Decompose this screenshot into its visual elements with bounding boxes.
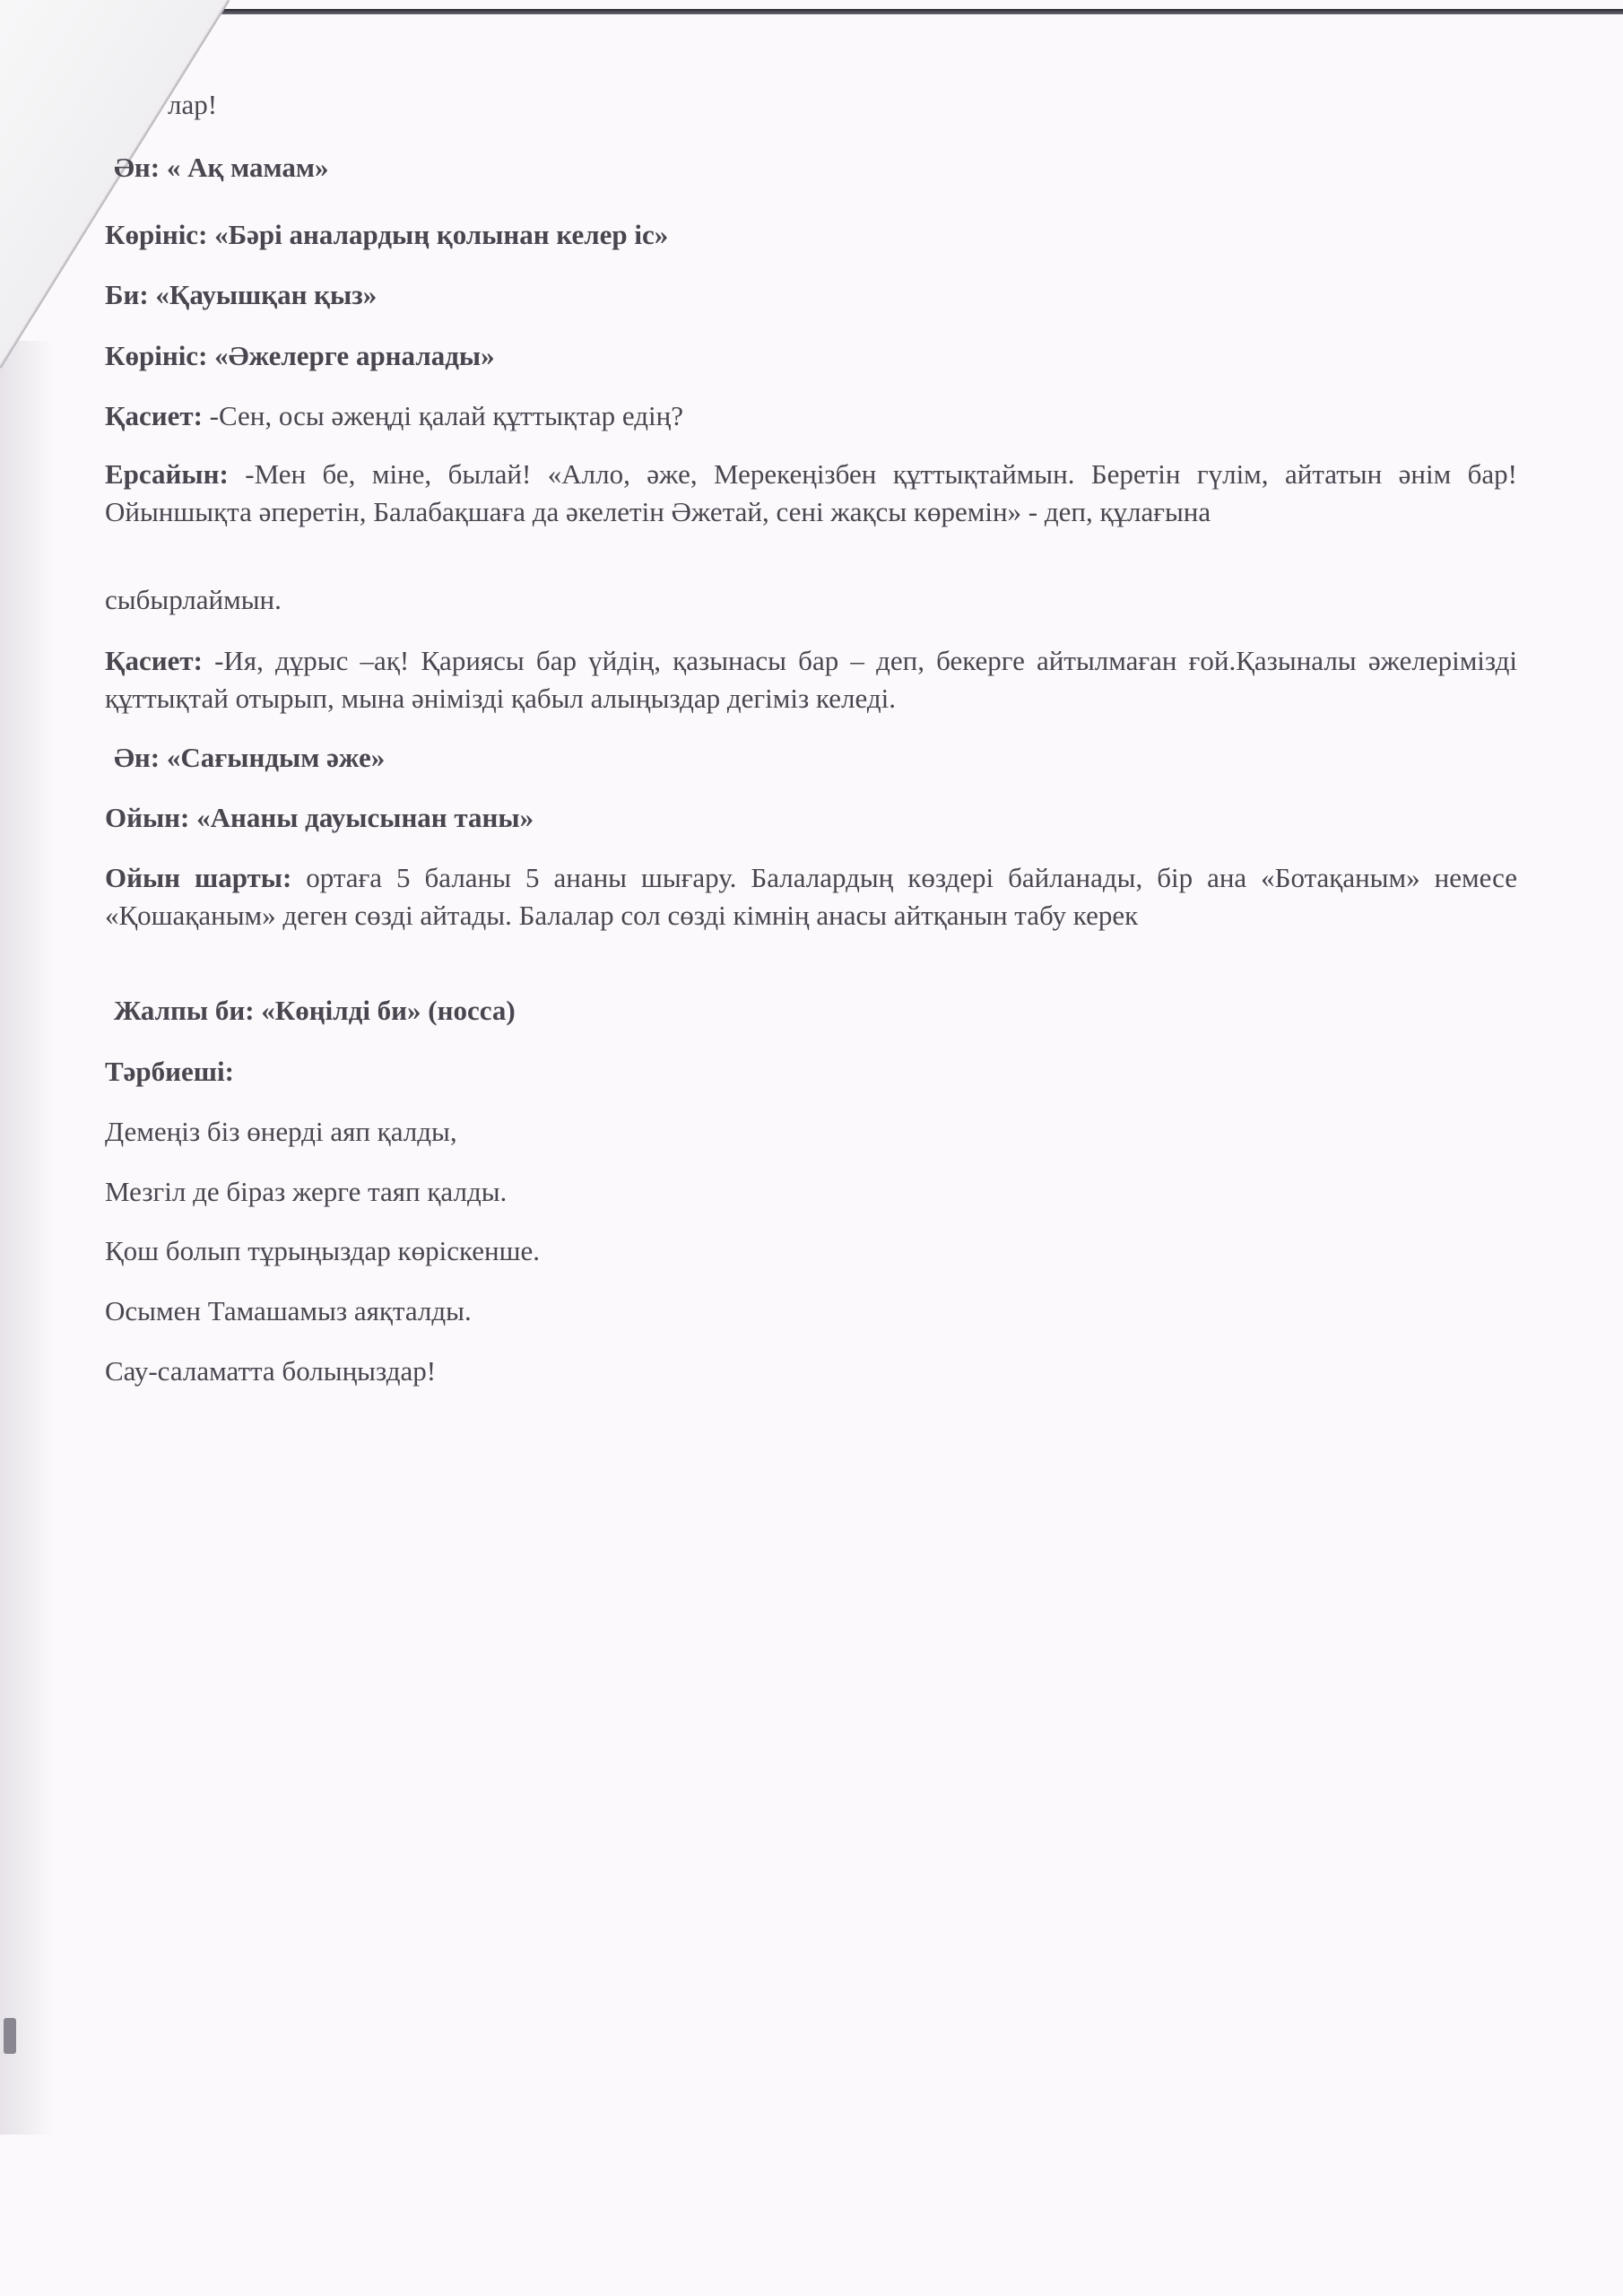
- poem-line-4: Осымен Тамашамыз аяқталды.: [105, 1295, 472, 1326]
- heading-song-ak-mamam: Ән: « Ақ мамам»: [114, 152, 329, 183]
- dialog-ersaiyn: [105, 456, 1517, 531]
- speaker-kasiet: Қасиет:: [105, 400, 203, 431]
- heading-dance-kauyshkan: Би: «Қауышқан қыз»: [105, 279, 378, 310]
- poem-line-1: Демеңіз біз өнерді аяп қалды,: [105, 1116, 457, 1147]
- folded-corner-shape: [0, 0, 233, 377]
- folded-page-corner: [0, 0, 233, 377]
- poem-line-5: Сау-саламатта болыңыздар!: [105, 1355, 437, 1387]
- dialog-text: -Мен бе, міне, былай! «Алло, әже, Мерекеңізбен құттықтаймын. Беретін гүлім, айтатын әнім бар! Ойыншықта әперетін, Балабақшаға да әкелетін Әжетай, сені жақсы көремін» - деп, құлағына: [105, 458, 1517, 527]
- poem-line-3: Қош болып тұрыңыздар көріскенше.: [105, 1235, 541, 1266]
- line-greeting-end: лар!: [168, 89, 218, 120]
- scan-left-mark: [4, 2018, 16, 2054]
- dialog-continuation: сыбырлаймын.: [105, 584, 282, 615]
- dialog-text: -Ия, дұрыс –ақ! Қариясы бар үйдің, қазынасы бар – деп, бекерге айтылмаған ғой.Қазыналы әжелерімізді құттықтай отырып, мына әнімізді қабыл алыңыздар дегіміз келеді.: [105, 645, 1517, 714]
- heading-song-sagyndym: Ән: «Сағындым әже»: [114, 742, 386, 773]
- speaker-ersaiyn: Ерсайын:: [105, 458, 229, 490]
- poem-line-2: Мезгіл де біраз жерге таяп қалды.: [105, 1176, 508, 1207]
- heading-teacher: Тәрбиеші:: [105, 1056, 234, 1087]
- scan-top-border: [215, 9, 1623, 14]
- game-rules-label: Ойын шарты:: [105, 862, 292, 893]
- heading-general-dance: Жалпы би: «Көңілді би» (носса): [114, 995, 516, 1026]
- dialog-text: -Сен, осы әжеңді қалай құттықтар едің?: [202, 400, 683, 431]
- game-rules-text: ортаға 5 баланы 5 ананы шығару. Балалардың көздері байланады, бір ана «Ботақаным» немесе «Қошақаным» деген сөзді айтады. Балалар сол сөзді кімнің анасы айтқанын табу керек: [105, 862, 1517, 931]
- speaker-kasiet: Қасиет:: [105, 645, 203, 676]
- dialog-kasiet-2: [105, 642, 1517, 718]
- dialog-kasiet-1: [105, 397, 683, 435]
- heading-game: Ойын: «Ананы дауысынан таны»: [105, 802, 534, 833]
- heading-scene-analar: Көрініс: «Бәрі аналардың қолынан келер іс»: [105, 219, 669, 250]
- heading-scene-azheler: Көрініс: «Әжелерге арналады»: [105, 340, 495, 371]
- scan-left-shadow: [0, 341, 54, 2135]
- game-rules: [105, 859, 1517, 935]
